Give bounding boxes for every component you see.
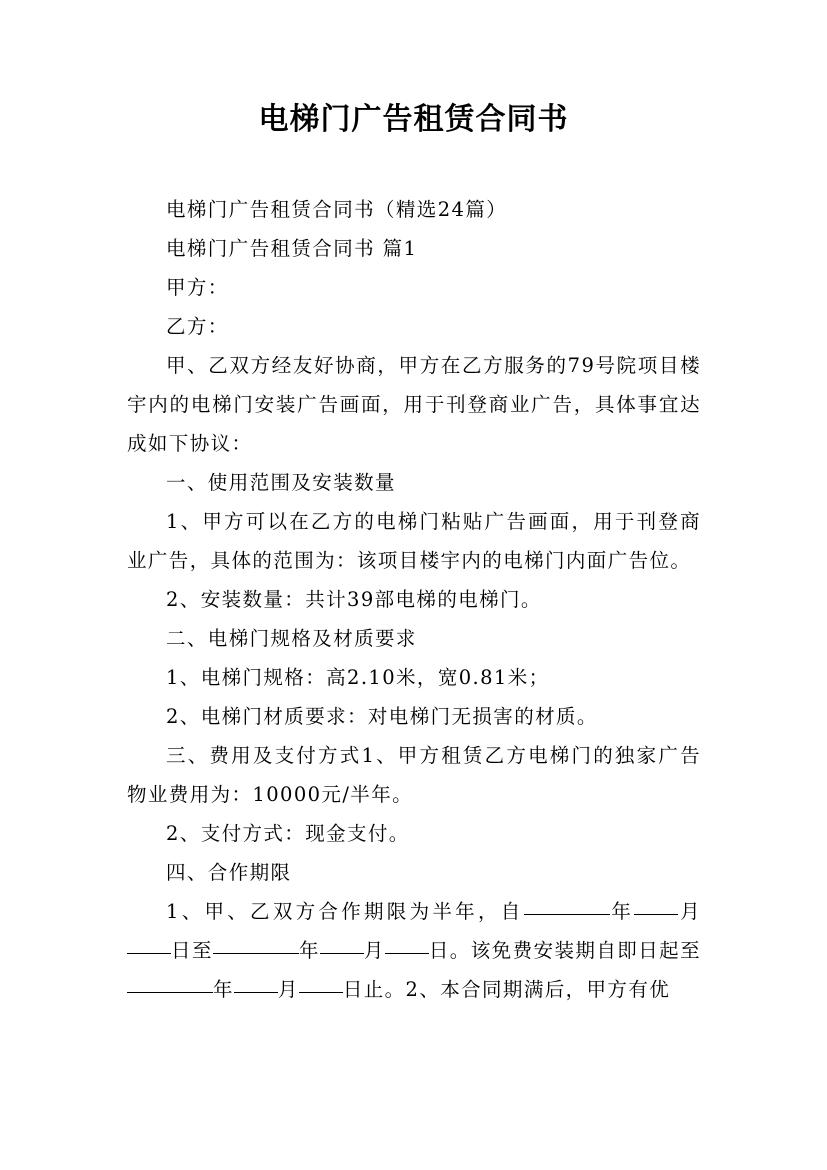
paragraph: 四、合作期限: [166, 861, 292, 884]
clause-text: 1、甲、乙双方合作期限为半年，自: [166, 900, 524, 923]
blank-line: [524, 913, 610, 915]
blank-line: [385, 952, 429, 954]
blank-line: [320, 952, 364, 954]
paragraph: 甲、乙双方经友好协商，甲方在乙方服务的79号院项目楼宇内的电梯门安装广告画面，用于刊登商业广告，具体事宜达成如下协议：: [127, 354, 701, 455]
clause-text: 年: [298, 939, 320, 962]
clause-text: 年: [213, 978, 234, 1001]
paragraph: 电梯门广告租赁合同书（精选24篇）: [166, 198, 508, 221]
blank-line: [634, 913, 678, 915]
clause-text: 年: [609, 900, 635, 923]
document-title: 电梯门广告租赁合同书: [258, 102, 569, 137]
clause-text: 日至: [171, 939, 213, 962]
clause-text: 日止。2、本合同期满后，甲方有优: [342, 978, 671, 1001]
paragraph: 三、费用及支付方式1、甲方租赁乙方电梯门的独家广告物业费用为：10000元/半年。: [127, 744, 701, 806]
paragraph: 2、电梯门材质要求：对电梯门无损害的材质。: [166, 705, 598, 728]
paragraph: 2、支付方式：现金支付。: [166, 822, 410, 845]
paragraph: 2、安装数量：共计39部电梯的电梯门。: [166, 588, 542, 611]
clause-text: 月: [363, 939, 385, 962]
clause-text: 日。该免费安装期自即日起至: [428, 939, 701, 962]
blank-line: [127, 991, 213, 993]
document-body: [127, 190, 701, 1009]
term-clause-paragraph: [127, 892, 701, 1009]
clause-text: 月: [678, 900, 702, 923]
blank-line: [127, 952, 171, 954]
paragraph: 电梯门广告租赁合同书 篇1: [166, 237, 418, 260]
blank-line: [213, 952, 299, 954]
paragraph: 甲方：: [166, 276, 229, 299]
paragraph: 一、使用范围及安装数量: [166, 471, 396, 494]
paragraph: 乙方：: [166, 315, 229, 338]
paragraph: 1、甲方可以在乙方的电梯门粘贴广告画面，用于刊登商业广告，具体的范围为：该项目楼宇内的电梯门内面广告位。: [127, 510, 701, 572]
paragraph: 1、电梯门规格：高2.10米，宽0.81米；: [166, 666, 550, 689]
paragraph: 二、电梯门规格及材质要求: [166, 627, 417, 650]
clause-text: 月: [277, 978, 299, 1001]
blank-line: [299, 991, 343, 993]
blank-line: [234, 991, 278, 993]
